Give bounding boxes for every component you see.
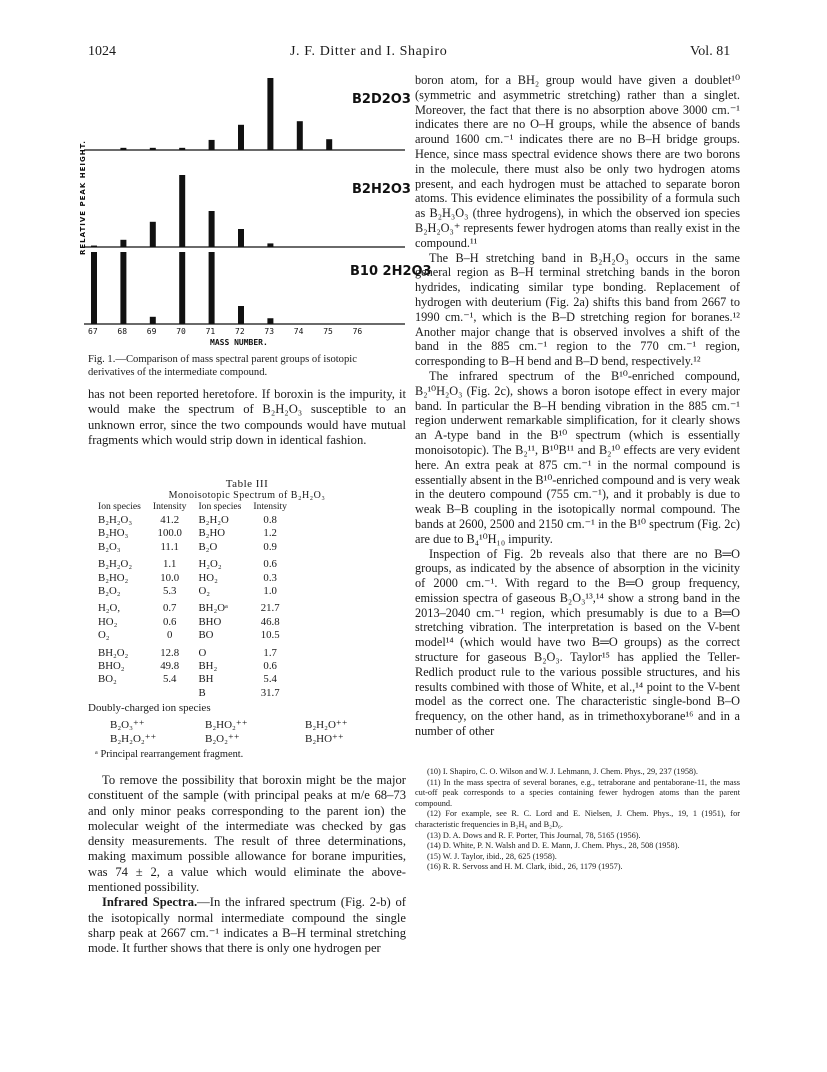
intensity-cell: 12.8 <box>160 646 180 659</box>
doubly-charged-ion: B₂HO₂⁺⁺ <box>205 719 248 731</box>
x-tick-label: 75 <box>323 327 333 336</box>
table-row <box>92 673 293 686</box>
spectrum-bar <box>209 140 215 150</box>
ion-species-cell: BHO <box>198 615 222 628</box>
intensity-cell: 5.4 <box>263 673 277 686</box>
footnotes <box>415 767 740 873</box>
ion-species-cell: O₂ <box>98 629 110 642</box>
ion-species-cell: B₂HO₃ <box>98 527 129 540</box>
intensity-cell: 0.7 <box>162 602 177 615</box>
table-row <box>92 514 293 527</box>
volume-number: Vol. 81 <box>690 44 731 59</box>
ion-species-cell: H₂O₂ <box>198 558 222 571</box>
table-row <box>92 616 293 629</box>
footnote: (15) W. J. Taylor, ibid., 28, 625 (1958). <box>427 851 557 861</box>
spectrum-bar <box>120 252 126 324</box>
intensity-cell: 0.8 <box>263 514 277 526</box>
x-tick-label: 69 <box>146 327 157 336</box>
ion-species-cell: BH₂ <box>198 660 218 673</box>
ion-species-cell: B₂H₂O₂ <box>98 558 133 571</box>
paragraph: To remove the possibility that boroxin might be the major constituent of the sample (with principal peaks at m/e 68–73 and only minor peaks corresponding to the parent ion) the molecular weight of the intermediate was checked by gas density measurements. The result of three determinations, making maximum possible allowance for borane impurities, was 74 ± 2, a value which would eliminate the above-mentioned possibility. <box>88 773 406 895</box>
intensity-cell <box>147 687 193 700</box>
intensity-cell: 21.7 <box>260 602 280 615</box>
ion-species-cell: B₂H₂O <box>198 514 229 526</box>
spectrum-bar <box>297 121 303 150</box>
doubly-charged-ion: B₂O₂⁺⁺ <box>205 733 240 745</box>
paragraph: has not been reported heretofore. If boroxin is the impurity, it would make the spectrum of B₂H₂O₃ susceptible to an unknown error, since the two compounds would have mutual fragments which would strip down in identical fashion. <box>88 387 406 447</box>
spectrum-bar <box>91 252 97 324</box>
x-tick-label: 68 <box>117 327 128 336</box>
figure-1 <box>79 75 432 347</box>
ion-species-cell: B₂HO₂ <box>98 571 129 584</box>
column-header: Ion species <box>98 501 141 512</box>
x-tick-label: 71 <box>205 327 216 336</box>
ion-species-cell: HO₂ <box>198 571 218 584</box>
x-tick-label: 76 <box>352 327 363 336</box>
paragraph: The infrared spectrum of the B¹⁰-enriched compound, B₂¹⁰H₂O₃ (Fig. 2c), shows a boron isotope effect in every major band. In particular the B–H bending vibration in the 885 cm.⁻¹ region underwent remarkable simplification, for it clearly shows an A-type band in the B¹⁰ spectrum (which is essentially monoisotopic). The B₂¹¹, B¹⁰B¹¹ and B₂¹⁰ effects are very evident here. An extra peak at 875 cm.⁻¹ in the normal compound is essentially absent in the B¹⁰-enriched compound and is very weak in the deutero compound (755 cm.⁻¹), and it probably is due to weak B–B coupling in the isotopically normal compound. The bands at 2600, 2500 and 2150 cm.⁻¹ in the B¹⁰ spectrum (Fig. 2c) are due to B₄¹⁰H₁₀ impurity. <box>415 368 740 546</box>
spectrum-bar <box>326 139 332 150</box>
column-header: Ion species <box>198 501 242 512</box>
spectrum-bar <box>267 78 273 150</box>
running-head-authors: J. F. Ditter and I. Shapiro <box>290 44 448 59</box>
intensity-cell: 10.0 <box>160 571 180 584</box>
spectrum-bar <box>150 317 156 324</box>
doubly-charged-ion: B₂O₃⁺⁺ <box>110 719 145 731</box>
footnote: (14) D. White, P. N. Walsh and D. E. Mann, J. Chem. Phys., 28, 508 (1958). <box>427 841 680 851</box>
spectrum-bar <box>267 243 273 247</box>
intensity-cell: 5.4 <box>162 673 177 686</box>
footnote: (13) D. A. Dows and R. F. Porter, This Journal, 78, 5165 (1956). <box>427 830 641 840</box>
ion-species-cell: BH <box>198 673 214 686</box>
intensity-cell: 49.8 <box>160 660 180 673</box>
panel-label: B10 2H2O3 <box>350 264 432 279</box>
footnote: (11) In the mass spectra of several boranes, e.g., tetraborane and pentaborane-11, the mass cut-off peak corresponds to a species containing fewer hydrogen atoms than the parent compound. <box>415 777 740 808</box>
intensity-cell: 41.2 <box>160 514 180 526</box>
table-title: Monoisotopic Spectrum of B₂H₂O₃ <box>168 490 326 501</box>
doubly-charged-ion: B₂H₂O⁺⁺ <box>305 719 348 731</box>
ion-species-cell: O <box>198 646 207 659</box>
y-axis-label: RELATIVE PEAK HEIGHT. <box>79 140 87 255</box>
spectrum-bar <box>179 252 185 324</box>
spectrum-bar <box>120 240 126 247</box>
ion-species-cell: BH₂O₂ <box>98 646 129 659</box>
spectrum-bar <box>238 229 244 247</box>
ion-species-cell: B <box>198 686 206 699</box>
ion-species-cell: BO <box>198 629 214 642</box>
table-row <box>92 585 293 600</box>
spectrum-bar <box>238 306 244 324</box>
table-row <box>92 660 293 673</box>
intensity-cell: 0.6 <box>263 660 277 673</box>
intensity-cell: 1.2 <box>263 527 277 540</box>
intensity-cell: 11.1 <box>160 540 179 553</box>
section-heading: Infrared Spectra. <box>102 895 198 910</box>
ion-species-cell: B₂HO <box>198 527 226 540</box>
intensity-cell: 5.3 <box>162 585 177 598</box>
x-tick-label: 67 <box>88 327 98 336</box>
spectrum-bar <box>150 222 156 247</box>
ion-species-cell: B₂O <box>198 540 218 553</box>
table-row <box>92 541 293 556</box>
footnote: (10) I. Shapiro, C. O. Wilson and W. J. Lehmann, J. Chem. Phys., 29, 237 (1958). <box>427 767 698 776</box>
doubly-charged-ion: B₂H₂O₂⁺⁺ <box>110 733 157 745</box>
spectrum-bar <box>209 252 215 324</box>
column-header: Intensity <box>152 501 187 512</box>
intensity-cell: 0.6 <box>162 615 177 628</box>
spectrum-bar <box>267 318 273 324</box>
column-header: Intensity <box>253 501 287 512</box>
intensity-cell: 0.6 <box>263 558 277 571</box>
intensity-cell: 0.3 <box>263 571 277 584</box>
table-label: Table III <box>225 478 269 490</box>
ion-species-cell: BH₂Oᵃ <box>198 602 228 615</box>
intensity-cell: 1.0 <box>263 585 277 598</box>
spectrum-bar <box>150 148 156 150</box>
page-number: 1024 <box>88 44 116 59</box>
spectrum-bar <box>120 148 126 150</box>
ion-species-cell: B₂O₂ <box>98 585 121 598</box>
intensity-cell: 46.8 <box>260 615 280 628</box>
paragraph: —In the infrared spectrum (Fig. 2-b) of the isotopically normal intermediate compound the single sharp peak at 2667 cm.⁻¹ indicates a B–H terminal stretching mode. It further shows that there is only one hydrogen per <box>88 895 406 956</box>
ion-species-cell <box>92 687 147 700</box>
table-row <box>92 572 293 585</box>
table-row <box>92 687 293 700</box>
mass-spectra-figure <box>79 75 432 347</box>
ion-species-cell: BHO₂ <box>98 660 125 673</box>
ion-species-cell: B₂H₂O₃ <box>98 514 133 526</box>
paragraph: boron atom, for a BH₂ group would have given a doublet¹⁰ (symmetric and asymmetric stretching) rather than a singlet. Moreover, the fact that there is no absorption above 3000 cm.⁻¹ indicates there are no O–H groups, while the absence of bands around 1600 cm.⁻¹ indicates there are no B–H bridge groups. Hence, since mass spectral evidence shows there are two borons in the molecule, there must also be only two hydrogen atoms present, and each hydrogen must be attached to separate boron atoms. This evidence eliminates the possibility of a formula such as B₂H₃O₃ (three hydrogens), in which the observed ion species B₂H₂O₃⁺ represents fewer hydrogen atoms than really exist in the compound.¹¹ <box>415 73 740 250</box>
table-row <box>92 600 293 615</box>
spectrum-bar <box>179 148 185 150</box>
footnote: (12) For example, see R. C. Lord and E. Nielsen, J. Chem. Phys., 19, 1 (1951), for characteristic frequencies in B₂H₆ and B₂D₆. <box>415 809 740 829</box>
spectrum-bar <box>179 175 185 247</box>
spectrum-table <box>92 501 293 700</box>
ion-species-cell: O₂ <box>198 585 211 598</box>
intensity-cell: 100.0 <box>157 527 182 540</box>
intensity-cell: 0.9 <box>263 540 277 553</box>
panel-label: B2D2O3 <box>352 92 411 107</box>
ion-species-cell: B₂O₃ <box>98 540 121 553</box>
ion-species-cell: HO₂ <box>98 615 118 628</box>
intensity-cell: 10.5 <box>260 629 280 642</box>
intensity-cell: 1.7 <box>263 646 277 659</box>
footnote: (16) R. R. Servoss and H. M. Clark, ibid., 26, 1179 (1957). <box>427 862 623 872</box>
x-axis-label: MASS NUMBER. <box>210 338 268 347</box>
ion-species-cell: H₂O, <box>98 602 121 615</box>
doubly-charged-ion: B₂HO⁺⁺ <box>305 733 344 745</box>
paragraph: Inspection of Fig. 2b reveals also that there are no B═O groups, as indicated by the absence of absorption in the vicinity of 2000 cm.⁻¹. With regard to the B═O group frequency, emission spectra of gaseous B₂O₃¹³,¹⁴ show a strong band in the 2013–2040 cm.⁻¹ region, which presumably is due to a B═O stretching vibration. The interpretation is based on the V-bent model¹⁴ (which would have two B═O groups) as the correct structure for gaseous B₂O₃. Taylor¹⁵ has applied the Teller-Redlich product rule to the various possible structures, and his results combined with those of White, et al.,¹⁴ point to the V-bent model as the correct one. The characteristic single-bond B–O frequency, on the other hand, as in trimethoxyborane¹⁶ and in a number of other <box>415 546 740 739</box>
left-column-bottom <box>88 773 406 957</box>
ion-species-cell: BO₂ <box>98 673 117 686</box>
figure-caption: Fig. 1.—Comparison of mass spectral parent groups of isotopic derivatives of the intermediate compound. <box>88 354 357 378</box>
doubly-charged-heading: Doubly-charged ion species <box>88 702 211 714</box>
table-row <box>92 645 293 660</box>
paragraph: The B–H stretching band in B₂H₂O₃ occurs in the same general region as B–H terminal stretching bands in the boron hydrides, indicating similar type bonding. Replacement of hydrogen with deuterium (Fig. 2a) shifts this band from 2667 to 1990 cm.⁻¹, which is the B–D stretching region for boranes.¹² Another major change that is observed involves a shift of the band in the 885 cm.⁻¹ region to the 770 cm.⁻¹ region, corresponding to B–H bend and B–D bend, respectively.¹² <box>415 250 740 369</box>
x-tick-label: 72 <box>235 327 245 336</box>
spectrum-bar <box>209 211 215 247</box>
left-column-top <box>88 387 406 448</box>
panel-label: B2H2O3 <box>352 182 411 197</box>
intensity-cell: 1.1 <box>162 558 177 571</box>
x-tick-label: 74 <box>293 327 304 336</box>
spectrum-bar <box>238 125 244 150</box>
x-tick-label: 73 <box>264 327 275 336</box>
table-row <box>92 527 293 540</box>
table-row <box>92 556 293 571</box>
x-tick-label: 70 <box>176 327 186 336</box>
spectrum-bar <box>91 246 97 247</box>
intensity-cell: 0 <box>166 629 173 642</box>
intensity-cell: 31.7 <box>260 686 280 699</box>
right-column <box>415 73 740 739</box>
table-footnote: ᵃ Principal rearrangement fragment. <box>95 749 244 760</box>
table-row <box>92 629 293 644</box>
